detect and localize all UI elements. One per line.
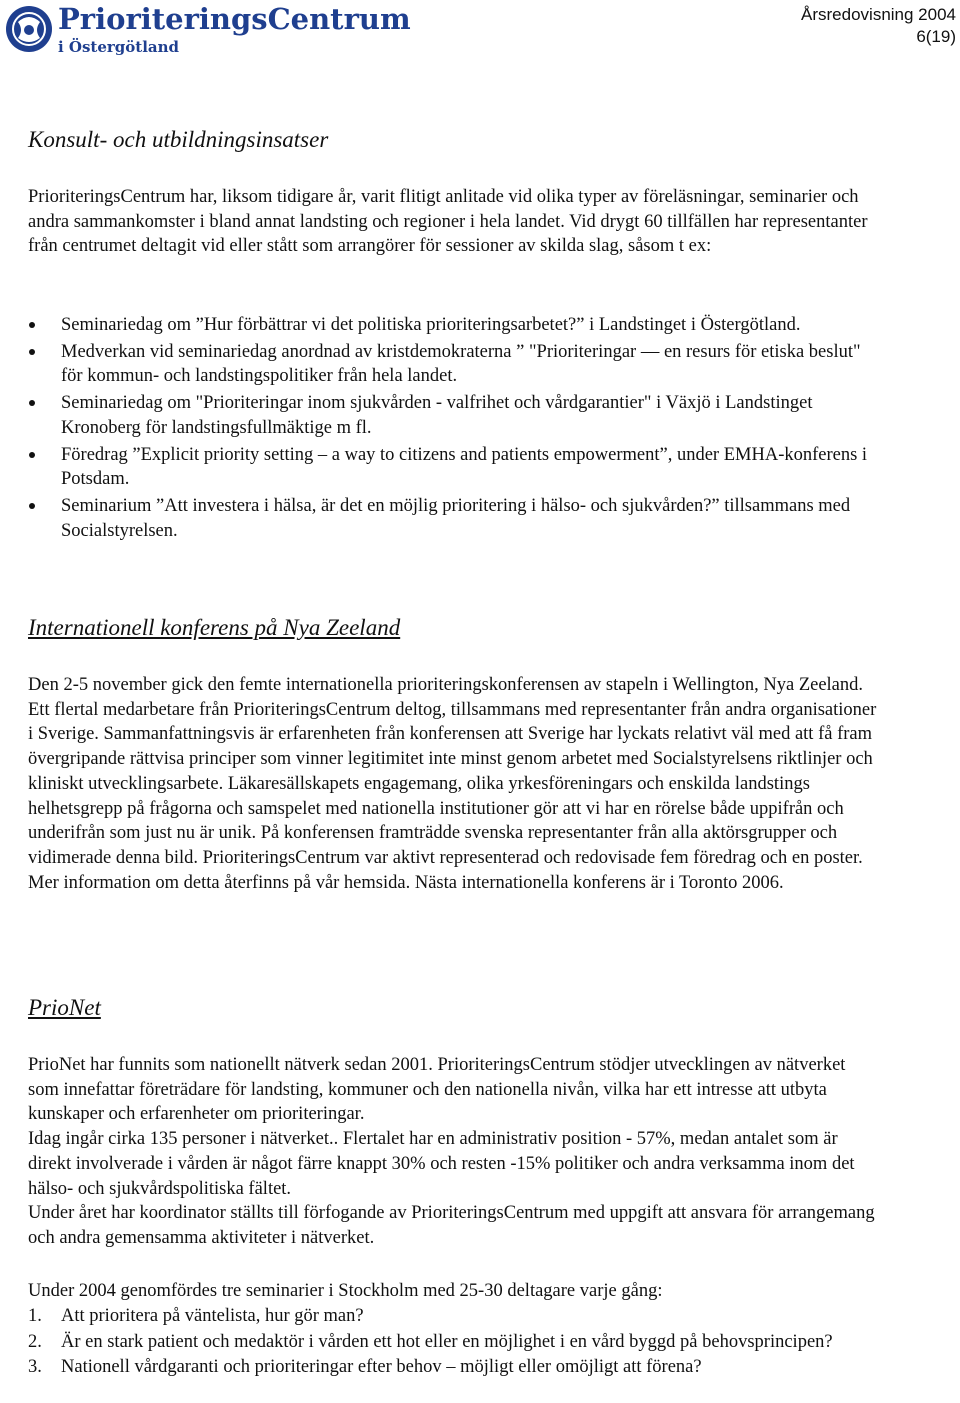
list-item bbox=[28, 313, 878, 338]
list-item-text: Seminariedag om "Prioriteringar inom sjukvården - valfrihet och vårdgarantier" i Växjö i Landstinget Kronoberg för landstingsfullmäktige m fl. bbox=[61, 393, 813, 438]
prionet-p1: PrioNet har funnits som nationellt nätverk sedan 2001. PrioriteringsCentrum stödjer utvecklingen av nätverket som innefattar företrädare för landsting, kommuner och den nationella nivån, vilka har ett intresse att utbyta kunskaper och erfarenheter om prioriteringar. bbox=[28, 1055, 846, 1125]
bullet-icon bbox=[29, 452, 35, 458]
page-number: 6(19) bbox=[916, 27, 956, 46]
nz-body bbox=[28, 673, 878, 895]
bullet-icon bbox=[29, 503, 35, 509]
nz-body-text: Den 2-5 november gick den femte internationella prioriteringskonferensen av stapeln i Wellington, Nya Zeeland. Ett flertal medarbetare från PrioriteringsCentrum deltog, tillsammans med representanter från andra organisationer i Sverige. Sammanfattningsvis är erfarenheten från konferensen att Sverige har lyckats relativt väl med att få fram övergripande rättvisa principer som vinner legitimitet inte minst genom arbetet med Socialstyrelsens riktlinjer och kliniskt utvecklingsarbete. Läkaresällskapets engagemang, olika yrkesföreningars och enskilda landstings helhetsgrepp på frågorna och samspelet med nationella institutioner gör att vi har en rörelse både uppifrån och underifrån som just nu är unik. På konferensen framträdde svenska representanter från alla aktörsgrupper och vidimerade denna bild. PrioriteringsCentrum var aktivt representerad och redovisade fem föredrag och en poster. Mer information om detta återfinns på vår hemsida. Nästa internationella konferens är i Toronto 2006. bbox=[28, 675, 877, 893]
list-item bbox=[28, 1330, 878, 1355]
list-number: 2. bbox=[28, 1331, 42, 1352]
logo-subtitle: i Östergötland bbox=[58, 38, 180, 56]
bullet-icon bbox=[29, 349, 35, 355]
list-item-text: Är en stark patient och medaktör i vården ett hot eller en möjlighet i en vård byggd på behovsprincipen? bbox=[61, 1331, 833, 1352]
bullet-icon bbox=[29, 322, 35, 328]
list-item-text: Nationell vårdgaranti och prioriteringar efter behov – möjligt eller omöjligt att förena? bbox=[61, 1357, 702, 1378]
document-title: Årsredovisning 2004 bbox=[801, 5, 956, 24]
heading-prionet: PrioNet bbox=[28, 995, 101, 1020]
seminar-list bbox=[28, 1304, 878, 1381]
page-header bbox=[0, 0, 960, 70]
list-item bbox=[28, 1355, 878, 1380]
list-number: 3. bbox=[28, 1357, 42, 1378]
seminars-intro-text: Under 2004 genomfördes tre seminarier i Stockholm med 25-30 deltagare varje gång: bbox=[28, 1281, 663, 1301]
prionet-body bbox=[28, 1053, 878, 1251]
prionet-p2: Idag ingår cirka 135 personer i nätverket.. Flertalet har en administrativ position - 57%, medan antalet som är direkt involverade i vården är något färre knappt 30% och resten -15% politiker och andra verksamma inom det hälso- och sjukvårdspolitiska fältet. bbox=[28, 1129, 855, 1199]
prionet-p3: Under året har koordinator ställts till förfogande av PrioriteringsCentrum med uppgift att ansvara för arrangemang och andra gemensamma aktiviteter i nätverket. bbox=[28, 1203, 875, 1248]
list-item bbox=[28, 443, 878, 492]
list-item-text: Seminariedag om ”Hur förbättrar vi det politiska prioriteringsarbetet?” i Landstinget i Östergötland. bbox=[61, 315, 801, 335]
heading-konsult: Konsult- och utbildningsinsatser bbox=[28, 127, 329, 152]
logo-mark-icon bbox=[4, 4, 54, 54]
konsult-intro-text: PrioriteringsCentrum har, liksom tidigare år, varit flitigt anlitade vid olika typer av föreläsningar, seminarier och andra sammankomster i bland annat landsting och regioner i hela landet. Vid drygt 60 tillfällen har representanter från centrumet deltagit vid eller stått som arrangörer för sessioner av skilda slag, såsom t ex: bbox=[28, 187, 868, 257]
heading-nz-conference: Internationell konferens på Nya Zeeland bbox=[28, 615, 401, 640]
header-meta bbox=[801, 4, 956, 48]
list-item-text: Att prioritera på väntelista, hur gör man? bbox=[61, 1306, 364, 1326]
konsult-bullet-list bbox=[28, 313, 878, 545]
konsult-intro bbox=[28, 185, 878, 259]
list-item bbox=[28, 494, 878, 543]
logo-title: PrioriteringsCentrum bbox=[58, 2, 411, 36]
list-number: 1. bbox=[28, 1306, 42, 1326]
list-item bbox=[28, 340, 878, 389]
seminars-intro bbox=[28, 1279, 878, 1304]
list-item bbox=[28, 391, 878, 440]
list-item-text: Medverkan vid seminariedag anordnad av kristdemokraterna ” "Prioriteringar — en resurs för etiska beslut" för kommun- och landstingspolitiker från hela landet. bbox=[61, 341, 861, 387]
list-item bbox=[28, 1304, 878, 1329]
bullet-icon bbox=[29, 400, 35, 406]
list-item-text: Föredrag ”Explicit priority setting – a way to citizens and patients empowerment”, under EMHA-konferens i Potsdam. bbox=[61, 444, 868, 490]
list-item-text: Seminarium ”Att investera i hälsa, är det en möjlig prioritering i hälso- och sjukvården?” tillsammans med Socialstyrelsen. bbox=[61, 495, 851, 541]
